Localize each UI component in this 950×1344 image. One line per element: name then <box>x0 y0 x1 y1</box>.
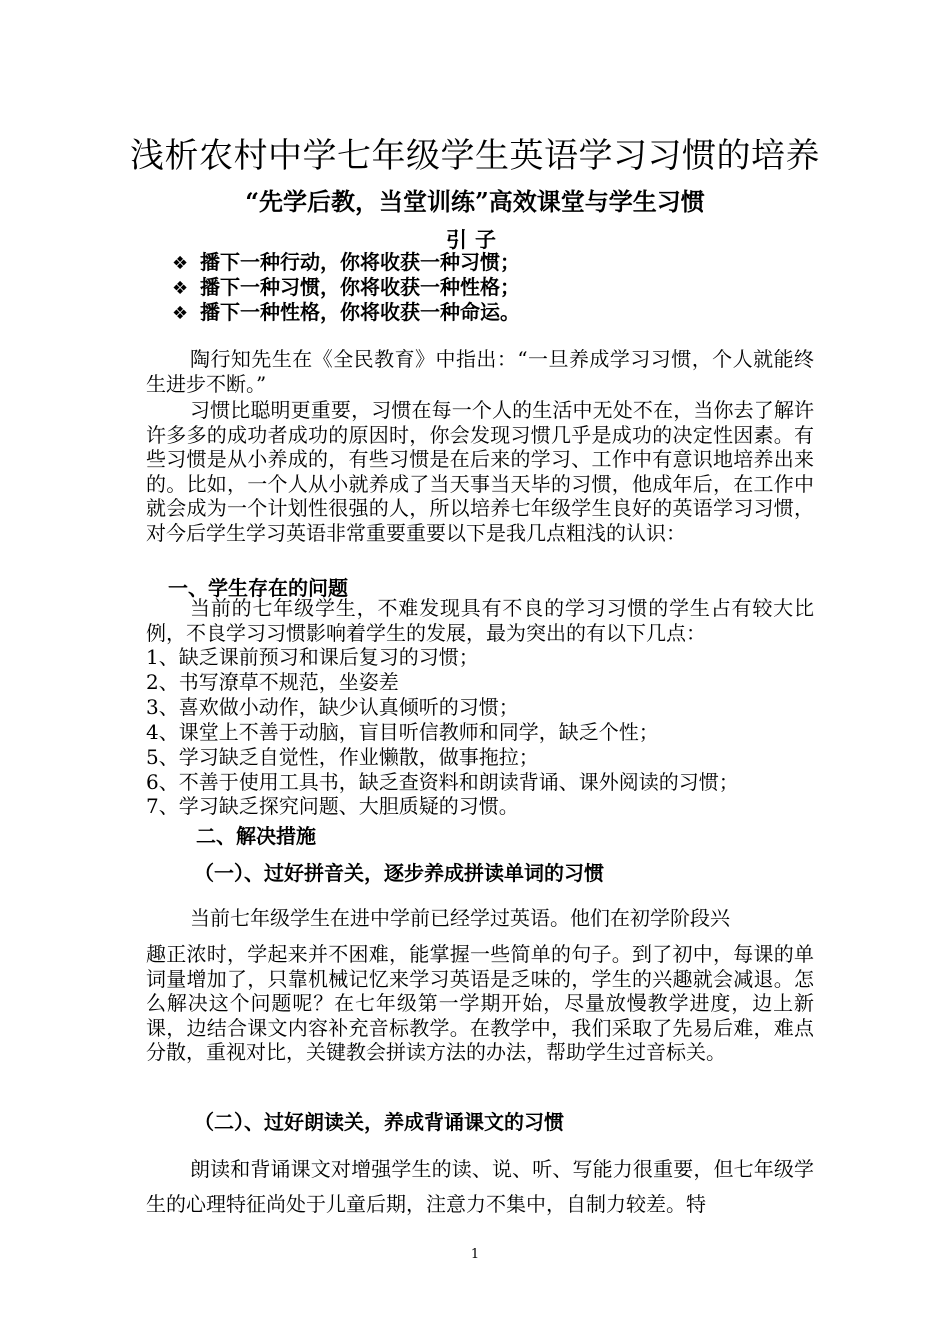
paragraph-pinyin-first-line: 当前七年级学生在进中学前已经学过英语。他们在初学阶段兴 <box>190 906 730 930</box>
intro-heading: 引子 <box>446 227 504 252</box>
quote-text: 播下一种行动，你将收获一种习惯； <box>200 250 520 274</box>
list-item: 6、不善于使用工具书，缺乏查资料和朗读背诵、课外阅读的习惯； <box>146 769 739 794</box>
quote-list <box>172 250 520 325</box>
paragraph-reading: 朗读和背诵课文对增强学生的读、说、听、写能力很重要，但七年级学生的心理特征尚处于儿童后期，注意力不集中，自制力较差。特 <box>146 1157 814 1216</box>
diamond-bullet-icon: ❖ <box>172 278 189 299</box>
list-item: 7、学习缺乏探究问题、大胆质疑的习惯。 <box>146 794 519 819</box>
quote-item <box>172 250 520 275</box>
page-number: 1 <box>470 1247 480 1262</box>
quote-item <box>172 275 520 300</box>
problem-list <box>146 645 739 819</box>
list-item: 4、课堂上不善于动脑，盲目听信教师和同学，缺乏个性； <box>146 719 659 744</box>
diamond-bullet-icon: ❖ <box>172 253 189 274</box>
list-item: 3、喜欢做小动作，缺少认真倾听的习惯； <box>146 694 519 719</box>
list-item: 2、书写潦草不规范，坐姿差 <box>146 669 399 694</box>
subsection-heading-reading: （二）、过好朗读关，养成背诵课文的习惯 <box>194 1110 564 1134</box>
paragraph-quote: 陶行知先生在《全民教育》中指出：“一旦养成学习习惯，个人就能终生进步不断。” <box>146 347 814 396</box>
list-item: 1、缺乏课前预习和课后复习的习惯； <box>146 645 479 669</box>
document-title: 浅析农村中学七年级学生英语学习习惯的培养 <box>130 136 820 176</box>
subsection-heading-pinyin: （一）、过好拼音关，逐步养成拼读单词的习惯 <box>194 861 604 885</box>
diamond-bullet-icon: ❖ <box>172 303 189 324</box>
quote-text: 播下一种习惯，你将收获一种性格； <box>200 275 520 299</box>
paragraph-pinyin: 趣正浓时，学起来并不困难，能掌握一些简单的句子。到了初中，每课的单词量增加了，只靠机械记忆来学习英语是乏味的，学生的兴趣就会减退。怎么解决这个问题呢？在七年级第一学期开始，尽量放慢教学进度，边上新课，边结合课文内容补充音标教学。在教学中，我们采取了先易后难，难点分散，重视对比，关键教会拼读方法的办法，帮助学生过音标关。 <box>146 942 814 1065</box>
section-heading-problems: 一、学生存在的问题 <box>168 576 348 600</box>
paragraph-problems: 当前的七年级学生，不难发现具有不良的学习习惯的学生占有较大比例，不良学习习惯影响着学生的发展，最为突出的有以下几点： <box>146 596 814 645</box>
paragraph-habits: 习惯比聪明更重要，习惯在每一个人的生活中无处不在，当你去了解许许多多的成功者成功的原因时，你会发现习惯几乎是成功的决定性因素。有些习惯是从小养成的，有些习惯是在后来的学习、工作中有意识地培养出来的。比如，一个人从小就养成了当天事当天毕的习惯，他成年后，在工作中就会成为一个计划性很强的人，所以培养七年级学生良好的英语学习习惯，对今后学生学习英语非常重要重要以下是我几点粗浅的认识： <box>146 398 814 545</box>
document-subtitle: “先学后教，当堂训练”高效课堂与学生习惯 <box>245 187 705 216</box>
list-item: 5、学习缺乏自觉性，作业懒散，做事拖拉； <box>146 744 539 769</box>
quote-item <box>172 300 520 325</box>
quote-text: 播下一种性格，你将收获一种命运。 <box>200 300 520 324</box>
section-heading-solutions: 二、解决措施 <box>196 824 316 848</box>
